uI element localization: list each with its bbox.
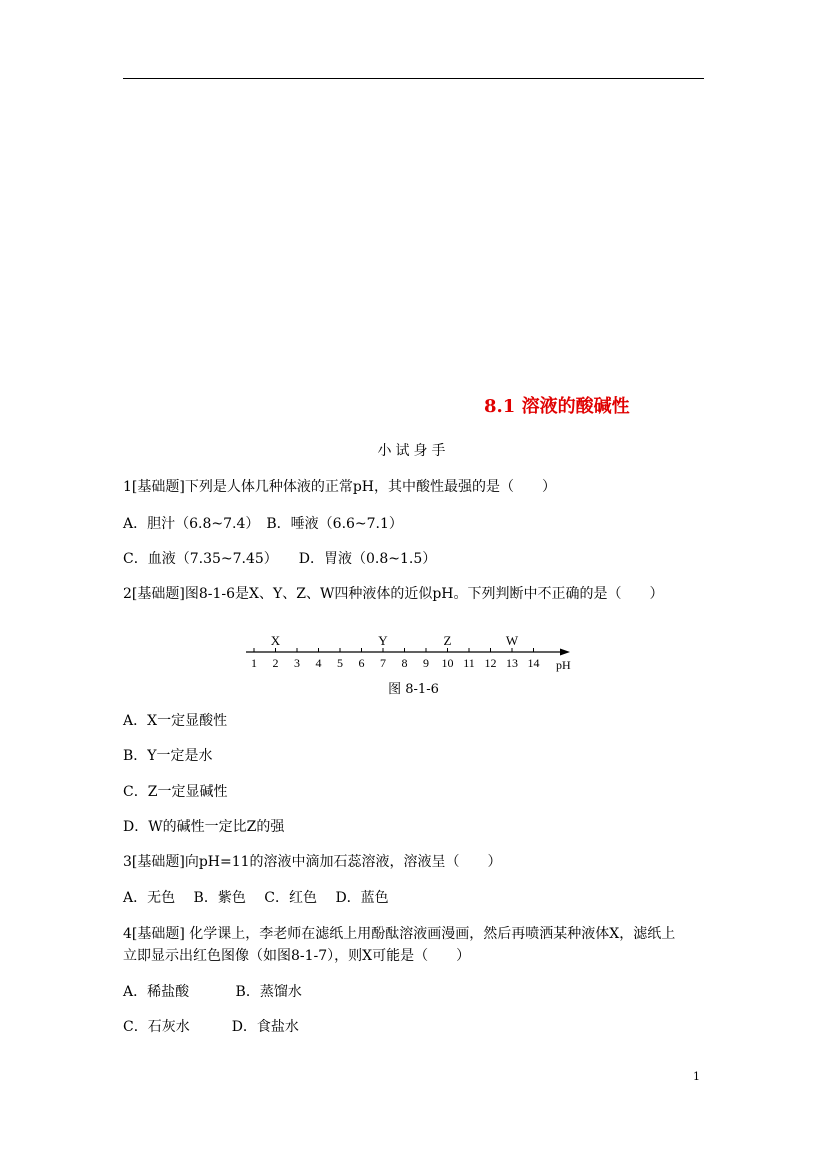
ph-tick-label: 7 (380, 656, 386, 670)
question-1-options-cd: C．血液（7.35~7.45） D．胃液（0.8~1.5） (123, 551, 437, 567)
page-number: 1 (693, 1070, 700, 1083)
ph-tick-label: 1 (251, 656, 257, 670)
ph-tick-label: 11 (463, 656, 475, 670)
ph-tick-label: 9 (423, 656, 429, 670)
ph-tick-label: 13 (506, 656, 518, 670)
question-4-line-2: 立即显示出红色图像（如图8-1-7），则X可能是（ ） (123, 948, 471, 964)
ph-tick-label: 6 (358, 656, 365, 670)
question-1: 1[基础题]下列是人体几种体液的正常pH，其中酸性最强的是（ ） (123, 479, 557, 495)
question-2-option-b: B．Y一定是水 (123, 748, 213, 764)
ph-tick-label: 2 (272, 656, 279, 670)
ph-marker-x: X (270, 633, 281, 648)
ph-tick-label: 5 (337, 656, 343, 670)
question-4-options-ab: A．稀盐酸 B．蒸馏水 (123, 984, 302, 1000)
ph-axis-arrow (560, 649, 570, 656)
section-heading: 小试身手 (377, 443, 450, 459)
ph-tick-label: 14 (527, 656, 540, 670)
ph-axis-label: pH (556, 658, 571, 672)
ph-tick-label: 12 (484, 656, 497, 670)
question-1-options-ab: A．胆汁（6.8~7.4） B．唾液（6.6~7.1） (123, 516, 403, 532)
question-4-options-cd: C．石灰水 D．食盐水 (123, 1019, 299, 1035)
ph-marker-y: Y (378, 633, 388, 648)
question-2-option-c: C．Z一定显碱性 (123, 784, 228, 800)
ph-marker-w: W (505, 633, 519, 648)
question-2-option-d: D．W的碱性一定比Z的强 (123, 819, 285, 835)
figure-caption: 图 8-1-6 (388, 682, 439, 697)
ph-tick-label: 4 (315, 656, 322, 670)
ph-tick-label: 10 (441, 656, 454, 670)
question-3: 3[基础题]向pH=11的溶液中滴加石蕊溶液，溶液呈（ ） (123, 854, 502, 870)
question-2: 2[基础题]图8-1-6是X、Y、Z、W四种液体的近似pH。下列判断中不正确的是（ ） (123, 586, 664, 602)
header-rule (123, 78, 704, 79)
page-title: 8.1 溶液的酸碱性 (484, 396, 630, 417)
question-3-options: A．无色 B．紫色 C．红色 D．蓝色 (123, 890, 389, 906)
question-2-option-a: A．X一定显酸性 (123, 713, 228, 729)
ph-marker-z: Z (443, 633, 452, 648)
question-4-line-1: 4[基础题] 化学课上，李老师在滤纸上用酚酞溶液画漫画，然后再喷洒某种液体X，滤纸上 (123, 926, 676, 942)
ph-tick-label: 8 (401, 656, 408, 670)
ph-tick-label: 3 (294, 656, 300, 670)
